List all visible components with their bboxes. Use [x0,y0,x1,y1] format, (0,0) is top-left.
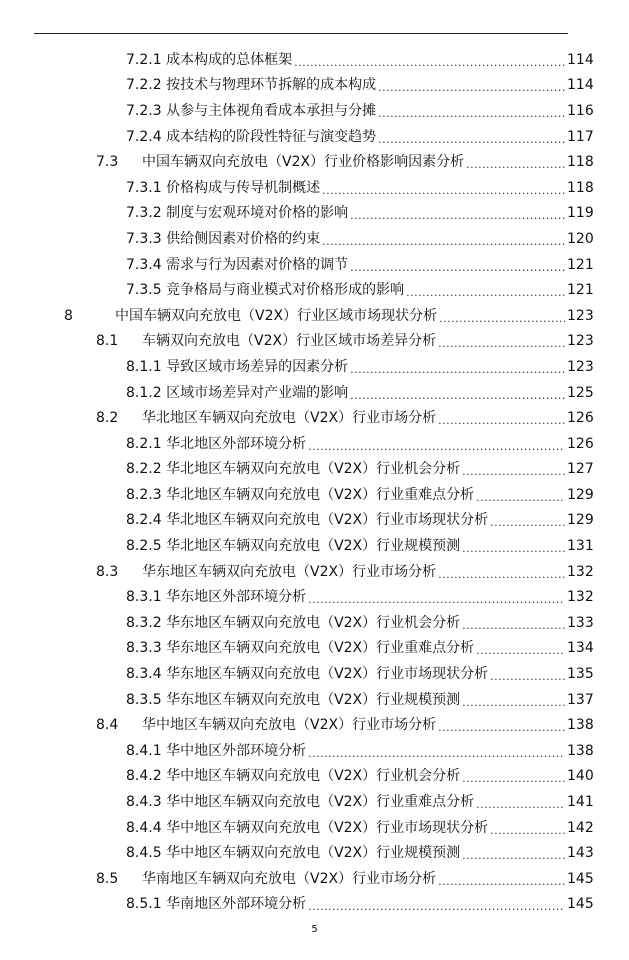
toc-entry-number: 8.3.3 [126,640,162,657]
dot-leader [462,694,565,712]
toc-entry-title [126,51,292,69]
toc-entry-title [126,588,306,606]
toc-entry-line [126,687,567,713]
toc-entry-number: 8.2.5 [126,538,162,555]
toc-entry-number: 8.4 [96,717,119,734]
toc-entry-page: 140 [567,768,594,785]
toc-entry-title [126,793,474,811]
toc-entry-page: 117 [567,128,594,145]
toc-entry-number: 8.1.2 [126,384,162,401]
toc-entry[interactable] [0,73,629,99]
toc-entry-page: 119 [567,205,594,222]
toc-entry[interactable] [0,457,629,483]
toc-entry[interactable] [0,149,629,175]
toc-entry[interactable] [0,687,629,713]
dot-leader [350,361,565,379]
table-of-contents [0,47,629,917]
toc-entry-number: 8.5 [96,870,119,887]
toc-entry-number: 7.2.3 [126,102,162,119]
toc-entry-number: 8.4.5 [126,845,162,862]
dot-leader [490,514,565,532]
toc-entry-line [126,789,567,815]
toc-entry[interactable] [0,636,629,662]
dot-leader [466,156,565,174]
toc-entry-title: 华南地区车辆双向充放电（V2X）行业市场分析 [142,870,437,887]
toc-entry-title [126,281,404,299]
toc-entry-text: 制度与宏观环境对价格的影响 [166,205,349,222]
toc-entry-text: 从参与主体视角看成本承担与分摊 [166,102,377,119]
toc-entry-page: 129 [567,486,594,503]
toc-entry-number: 7.3.4 [126,256,162,273]
toc-entry-line [126,482,567,508]
toc-entry-title [126,358,348,376]
toc-entry-number: 8.5.1 [126,896,162,913]
toc-entry-line [126,764,567,790]
toc-entry-page: 123 [567,358,594,375]
toc-entry-page: 138 [567,717,594,734]
toc-entry-title [126,486,474,504]
toc-entry-line [126,252,567,278]
toc-entry-text: 华东地区车辆双向充放电（V2X）行业市场现状分析 [166,666,489,683]
toc-entry[interactable] [0,98,629,124]
toc-entry-page: 121 [567,256,594,273]
toc-entry-number: 8.1.1 [126,358,162,375]
toc-entry-page: 143 [567,845,594,862]
toc-entry[interactable] [0,303,629,329]
toc-entry-number: 8.2.1 [126,435,162,452]
dot-leader [462,540,565,558]
toc-entry-text: 华中地区车辆双向充放电（V2X）行业重难点分析 [166,794,475,811]
toc-entry[interactable] [0,815,629,841]
toc-entry[interactable] [0,712,629,738]
toc-entry-number: 8.2 [96,410,119,427]
dot-leader [438,412,565,430]
toc-entry-text: 华东地区车辆双向充放电（V2X）行业机会分析 [166,614,461,631]
dot-leader [308,591,565,609]
toc-entry-number: 8.3.4 [126,666,162,683]
toc-entry[interactable] [0,661,629,687]
toc-entry-text: 华中地区车辆双向充放电（V2X）行业机会分析 [166,768,461,785]
toc-entry-title [126,102,376,120]
toc-entry-number: 8.4.2 [126,768,162,785]
toc-entry-line [126,738,567,764]
dot-leader [462,770,565,788]
toc-entry-number: 7.3.5 [126,282,162,299]
toc-entry-page: 126 [567,410,594,427]
toc-entry-page: 114 [567,77,594,94]
toc-entry-number: 7.2.1 [126,51,162,68]
dot-leader [308,898,565,916]
toc-entry-line [126,277,567,303]
toc-entry[interactable] [0,610,629,636]
toc-entry-line [142,712,567,738]
toc-entry[interactable] [0,764,629,790]
toc-entry-text: 价格构成与传导机制概述 [166,179,321,196]
toc-entry-number: 8.4.3 [126,794,162,811]
dot-leader [308,745,565,763]
dot-leader [476,796,565,814]
toc-entry-page: 121 [567,282,594,299]
toc-entry-page: 134 [567,640,594,657]
toc-entry-number: 7.3.3 [126,230,162,247]
toc-entry-number: 8.2.3 [126,486,162,503]
toc-entry[interactable] [0,329,629,355]
toc-entry-number: 8.2.2 [126,461,162,478]
toc-entry[interactable] [0,584,629,610]
toc-entry-line [126,661,567,687]
dot-leader [439,310,565,328]
dot-leader [378,105,565,123]
dot-leader [322,233,565,251]
toc-entry-number: 8.4.4 [126,819,162,836]
dot-leader [350,387,565,405]
toc-entry-line [126,892,567,918]
toc-entry-number: 7.3.2 [126,205,162,222]
toc-entry-title [126,384,348,402]
toc-entry-text: 华北地区车辆双向充放电（V2X）行业机会分析 [166,461,461,478]
dot-leader [438,719,565,737]
toc-entry-line [142,149,567,175]
toc-entry-title: 华中地区车辆双向充放电（V2X）行业市场分析 [142,717,437,734]
toc-entry-title [126,128,376,146]
toc-entry-line [126,584,567,610]
toc-entry-line [126,175,567,201]
dot-leader [438,335,565,353]
toc-entry-page: 123 [567,333,594,350]
toc-entry-text: 华北地区车辆双向充放电（V2X）行业市场现状分析 [166,512,489,529]
toc-entry-title: 中国车辆双向充放电（V2X）行业区域市场现状分析 [115,307,438,324]
toc-entry-number: 8.3.2 [126,614,162,631]
dot-leader [322,182,565,200]
toc-entry-page: 129 [567,512,594,529]
dot-leader [462,463,565,481]
toc-entry[interactable] [0,252,629,278]
toc-entry-page: 132 [567,563,594,580]
toc-entry[interactable] [0,124,629,150]
toc-entry-title [126,665,488,683]
toc-entry-title: 车辆双向充放电（V2X）行业区域市场差异分析 [142,333,437,350]
toc-entry-text: 成本结构的阶段性特征与演变趋势 [166,128,377,145]
dot-leader [308,438,565,456]
dot-leader [406,284,565,302]
dot-leader [438,566,565,584]
toc-entry-page: 132 [567,589,594,606]
toc-entry-page: 125 [567,384,594,401]
toc-entry-text: 华中地区车辆双向充放电（V2X）行业规模预测 [166,845,461,862]
toc-entry-text: 华东地区车辆双向充放电（V2X）行业规模预测 [166,691,461,708]
toc-entry-title: 华东地区车辆双向充放电（V2X）行业市场分析 [142,563,437,580]
toc-entry-title [126,230,320,248]
toc-entry-line [126,73,567,99]
toc-entry-text: 华中地区车辆双向充放电（V2X）行业市场现状分析 [166,819,489,836]
toc-entry-line [126,815,567,841]
toc-entry-text: 区域市场差异对产业端的影响 [166,384,349,401]
toc-entry-title: 华北地区车辆双向充放电（V2X）行业市场分析 [142,410,437,427]
toc-entry[interactable] [0,201,629,227]
toc-entry-title [126,844,460,862]
toc-entry-number: 8.2.4 [126,512,162,529]
toc-entry-page: 135 [567,666,594,683]
toc-entry-page: 145 [567,870,594,887]
toc-entry[interactable] [0,277,629,303]
toc-entry-page: 114 [567,51,594,68]
toc-entry-title: 中国车辆双向充放电（V2X）行业价格影响因素分析 [142,154,465,171]
page-number: 5 [311,924,318,935]
toc-entry[interactable] [0,508,629,534]
toc-entry-text: 竞争格局与商业模式对价格形成的影响 [166,282,405,299]
toc-entry-line [142,329,567,355]
toc-entry-line [126,354,567,380]
toc-entry-number: 8.1 [96,333,119,350]
toc-entry[interactable] [0,47,629,73]
toc-entry-title [126,435,306,453]
toc-entry-page: 123 [567,307,594,324]
toc-entry-text: 华东地区外部环境分析 [166,589,307,606]
toc-entry[interactable] [0,175,629,201]
toc-entry-page: 116 [567,102,594,119]
toc-entry-title [126,76,376,94]
toc-entry-title [126,895,306,913]
toc-entry-text: 导致区域市场差异的因素分析 [166,358,349,375]
toc-entry-line [126,840,567,866]
toc-entry-text: 华北地区车辆双向充放电（V2X）行业重难点分析 [166,486,475,503]
toc-entry-text: 需求与行为因素对价格的调节 [166,256,349,273]
toc-entry-title [126,256,348,274]
toc-entry-text: 华中地区外部环境分析 [166,742,307,759]
toc-entry[interactable] [0,892,629,918]
dot-leader [490,822,565,840]
toc-entry[interactable] [0,840,629,866]
toc-entry-page: 127 [567,461,594,478]
toc-entry-number: 8.3.1 [126,589,162,606]
toc-entry-line [115,303,567,329]
toc-entry-title [126,204,348,222]
dot-leader [462,847,565,865]
toc-entry-number: 8.3 [96,563,119,580]
toc-entry-page: 120 [567,230,594,247]
dot-leader [476,489,565,507]
toc-entry-title [126,511,488,529]
toc-entry-page: 133 [567,614,594,631]
toc-entry-text: 供给侧因素对价格的约束 [166,230,321,247]
toc-entry-number: 7.3 [96,154,119,171]
toc-entry-title [126,460,460,478]
toc-entry-line [142,559,567,585]
toc-entry-line [126,380,567,406]
toc-entry-title [126,537,460,555]
toc-entry[interactable] [0,354,629,380]
dot-leader [350,207,565,225]
dot-leader [476,642,565,660]
dot-leader [462,617,565,635]
toc-entry[interactable] [0,559,629,585]
toc-entry-number: 8.4.1 [126,742,162,759]
toc-entry[interactable] [0,482,629,508]
toc-entry[interactable] [0,738,629,764]
toc-entry-line [126,201,567,227]
dot-leader [378,79,565,97]
toc-entry[interactable] [0,380,629,406]
toc-entry-title [126,639,474,657]
toc-entry-page: 141 [567,794,594,811]
toc-entry-page: 145 [567,896,594,913]
toc-entry-line [126,47,567,73]
toc-entry[interactable] [0,789,629,815]
toc-entry-number: 7.2.4 [126,128,162,145]
toc-entry[interactable] [0,405,629,431]
toc-entry-text: 华北地区外部环境分析 [166,435,307,452]
toc-entry-text: 按技术与物理环节拆解的成本构成 [166,77,377,94]
toc-entry-title [126,742,306,760]
toc-entry-line [126,636,567,662]
dot-leader [490,668,565,686]
header-rule [34,33,568,34]
toc-entry-line [126,226,567,252]
toc-entry-line [126,457,567,483]
toc-entry[interactable] [0,533,629,559]
toc-entry-line [126,508,567,534]
toc-entry-line [142,866,567,892]
dot-leader [350,259,565,277]
toc-entry-title [126,614,460,632]
toc-entry-line [126,124,567,150]
toc-entry-text: 华北地区车辆双向充放电（V2X）行业规模预测 [166,538,461,555]
toc-entry[interactable] [0,431,629,457]
toc-entry-text: 华南地区外部环境分析 [166,896,307,913]
toc-entry[interactable] [0,866,629,892]
toc-entry-page: 138 [567,742,594,759]
toc-entry-page: 131 [567,538,594,555]
toc-entry-line [126,610,567,636]
toc-entry-text: 华东地区车辆双向充放电（V2X）行业重难点分析 [166,640,475,657]
toc-entry-number: 7.2.2 [126,77,162,94]
toc-entry-title [126,767,460,785]
toc-entry-page: 137 [567,691,594,708]
dot-leader [378,131,565,149]
toc-entry-line [142,405,567,431]
toc-entry-number: 8 [64,307,73,324]
toc-entry-line [126,98,567,124]
toc-entry-page: 118 [567,154,594,171]
dot-leader [438,873,565,891]
toc-entry-page: 118 [567,179,594,196]
toc-entry-line [126,533,567,559]
dot-leader [294,54,565,72]
toc-entry-title [126,691,460,709]
toc-entry[interactable] [0,226,629,252]
toc-entry-line [126,431,567,457]
toc-entry-page: 142 [567,819,594,836]
toc-entry-title [126,179,320,197]
toc-entry-page: 126 [567,435,594,452]
toc-entry-number: 7.3.1 [126,179,162,196]
toc-entry-title [126,819,488,837]
toc-entry-number: 8.3.5 [126,691,162,708]
toc-entry-text: 成本构成的总体框架 [166,51,293,68]
